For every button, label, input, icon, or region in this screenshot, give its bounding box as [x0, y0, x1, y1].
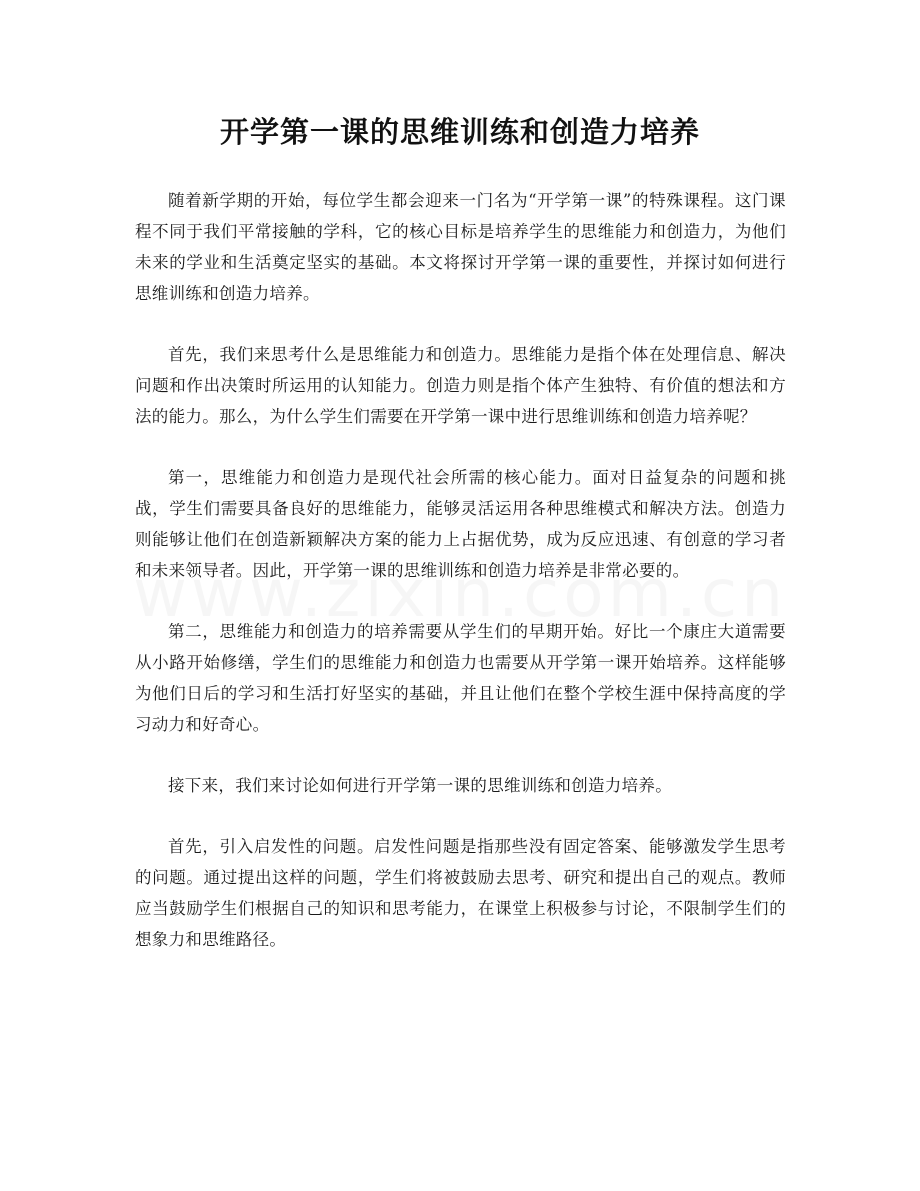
paragraph-reason-two: 第二，思维能力和创造力的培养需要从学生们的早期开始。好比一个康庄大道需要从小路开始修缮，学生们的思维能力和创造力也需要从开学第一课开始培养。这样能够为他们日后的学习和生活打好坚实的基础，并且让他们在整个学校生涯中保持高度的学习动力和好奇心。: [135, 622, 786, 734]
paragraph-transition: 接下来，我们来讨论如何进行开学第一课的思维训练和创造力培养。: [168, 776, 672, 795]
document-title: 开学第一课的思维训练和创造力培养: [219, 115, 700, 149]
paragraph-method-one: 首先，引入启发性的问题。启发性问题是指那些没有固定答案、能够激发学生思考的问题。通过提出这样的问题，学生们将被鼓励去思考、研究和提出自己的观点。教师应当鼓励学生们根据自己的知识和思考能力，在课堂上积极参与讨论，不限制学生们的想象力和思维路径。: [135, 837, 786, 949]
paragraph-intro: 随着新学期的开始，每位学生都会迎来一门名为“开学第一课”的特殊课程。这门课程不同于我们平常接触的学科，它的核心目标是培养学生的思维能力和创造力，为他们未来的学业和生活奠定坚实的基础。本文将探讨开学第一课的重要性，并探讨如何进行思维训练和创造力培养。: [135, 191, 786, 303]
document-body: [135, 185, 786, 985]
paragraph-reason-one: 第一，思维能力和创造力是现代社会所需的核心能力。面对日益复杂的问题和挑战，学生们需要具备良好的思维能力，能够灵活运用各种思维模式和解决方法。创造力则能够让他们在创造新颖解决方案的能力上占据优势，成为反应迅速、有创意的学习者和未来领导者。因此，开学第一课的思维训练和创造力培养是非常必要的。: [135, 468, 786, 580]
paragraph-definition: 首先，我们来思考什么是思维能力和创造力。思维能力是指个体在处理信息、解决问题和作出决策时所运用的认知能力。创造力则是指个体产生独特、有价值的想法和方法的能力。那么，为什么学生们需要在开学第一课中进行思维训练和创造力培养呢？: [135, 345, 786, 426]
